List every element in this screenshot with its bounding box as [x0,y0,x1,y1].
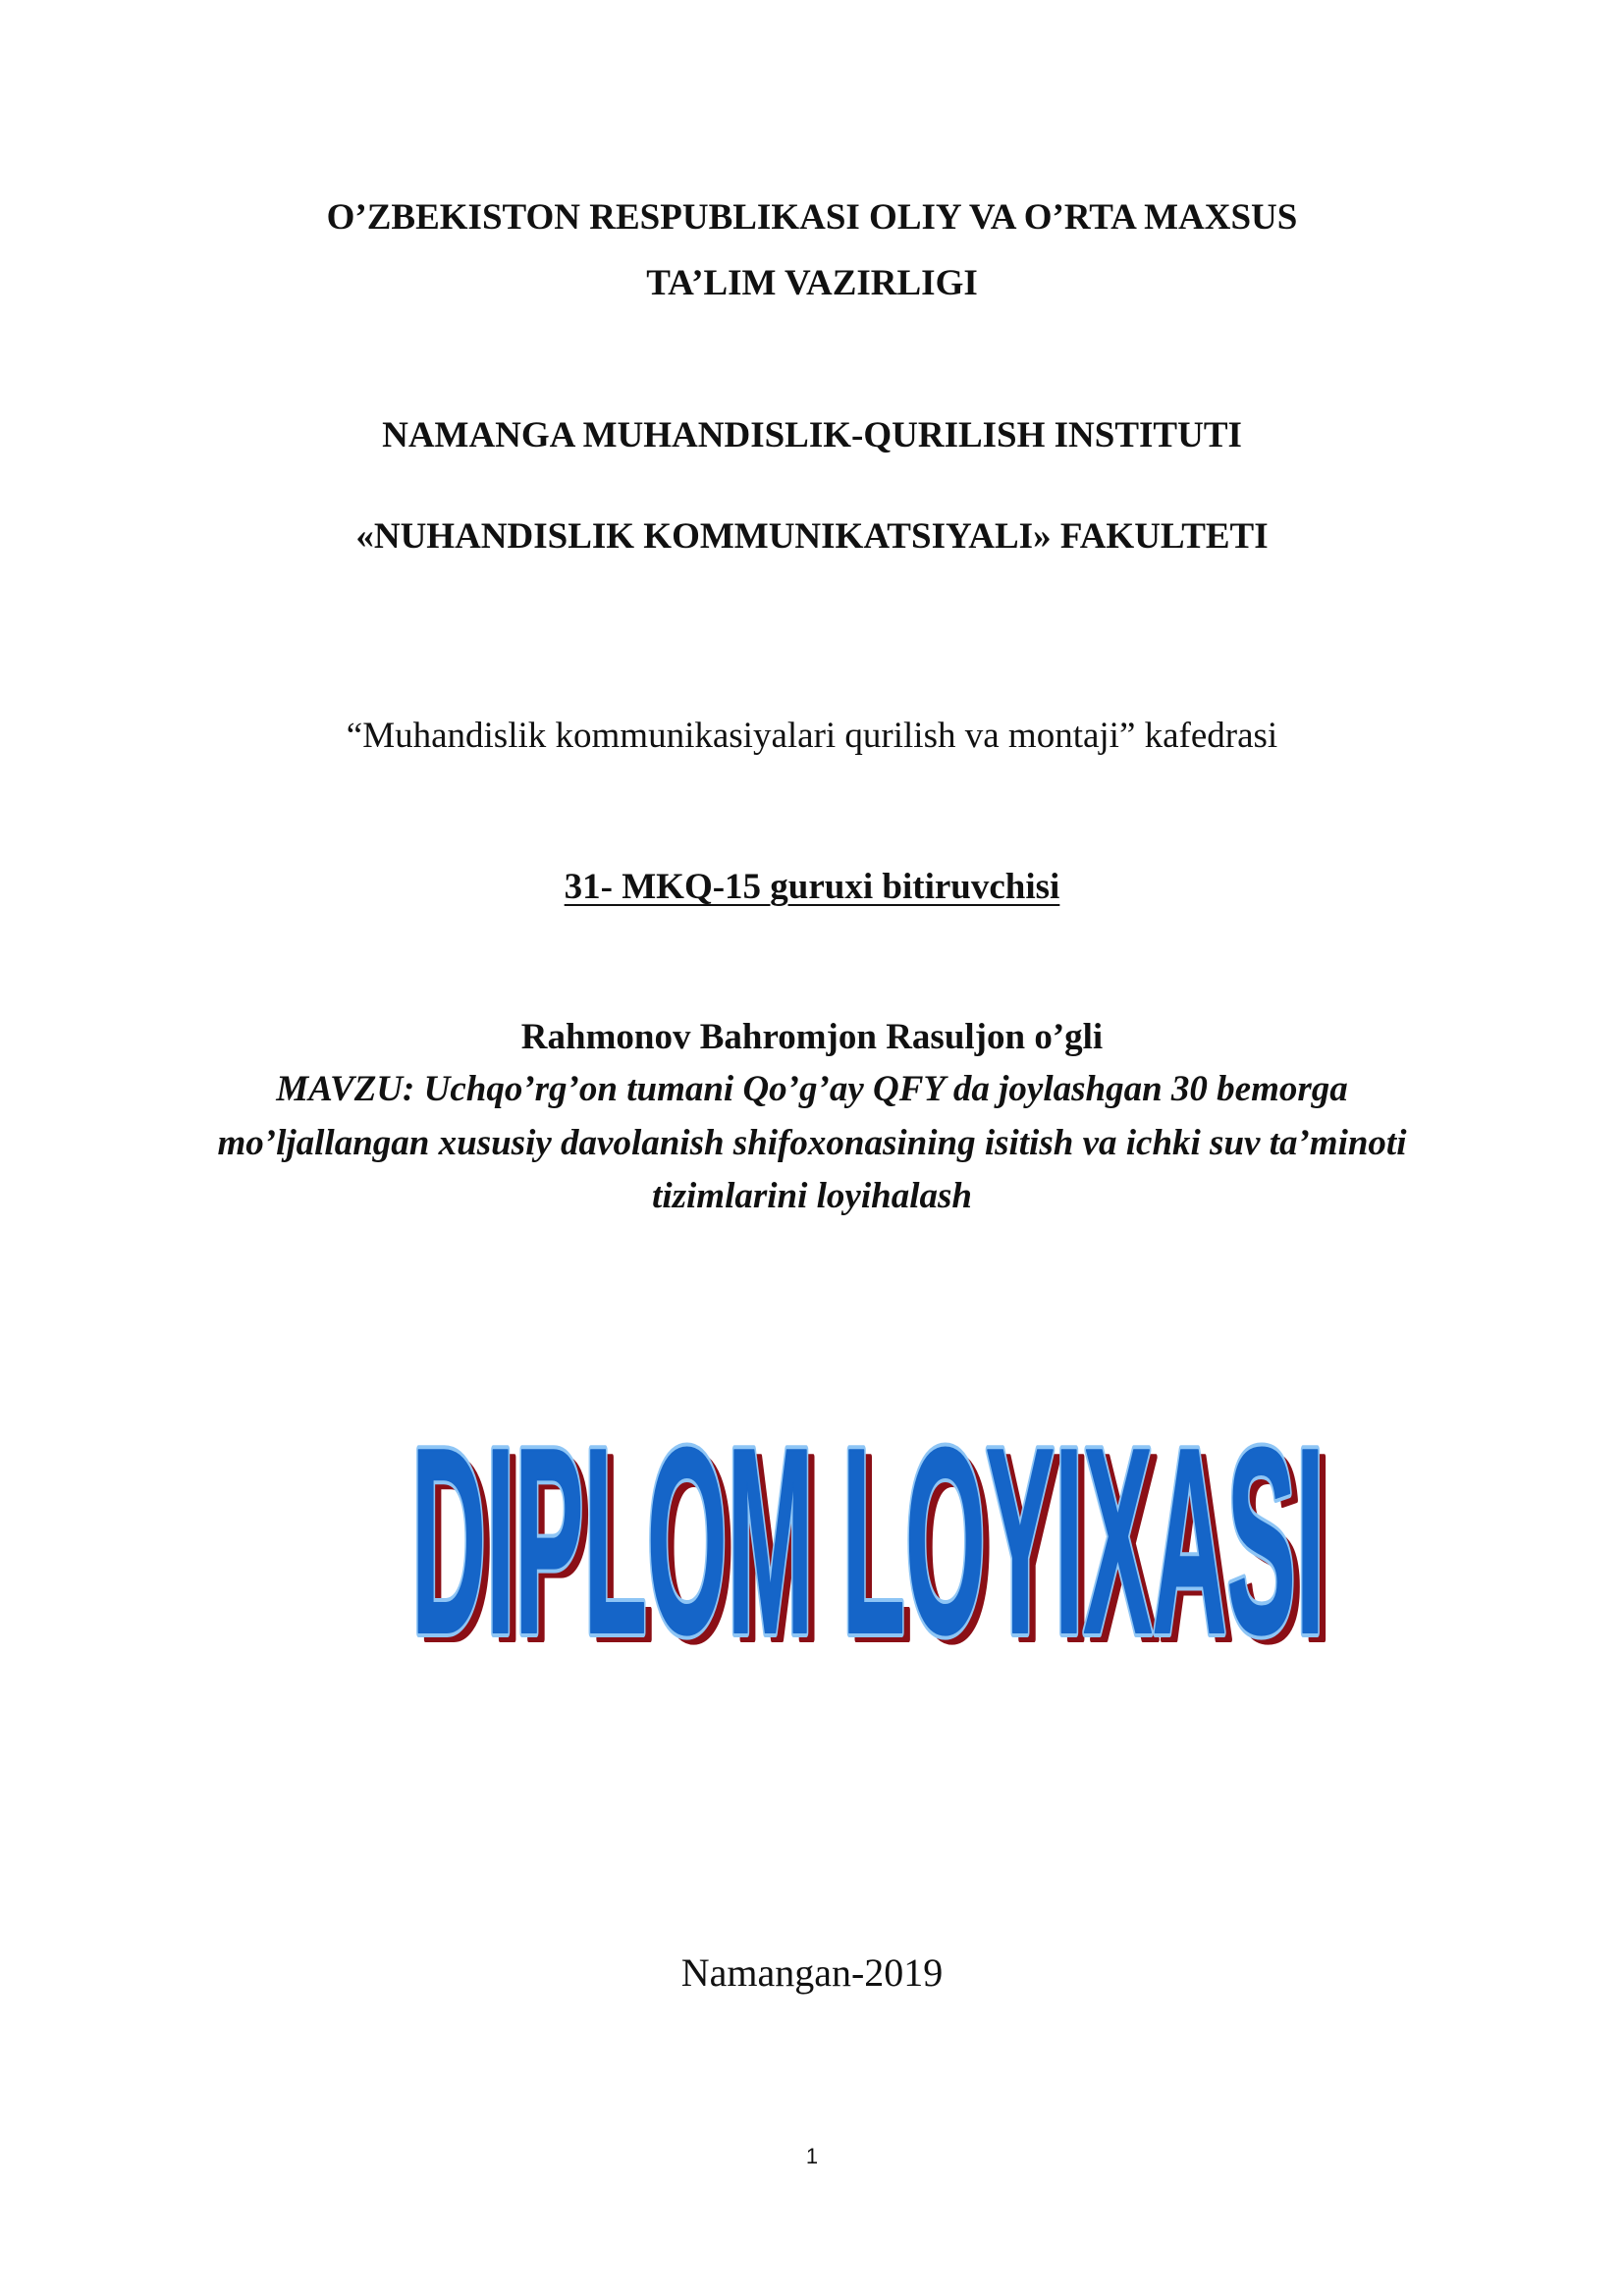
wordart-shadow: DIPLOM LOYIXASI [418,1401,1331,1669]
wordart-outline: DIPLOM LOYIXASI [411,1394,1325,1669]
faculty-name: «NUHANDISLIK KOMMUNIKATSIYALI» FAKULTETI [355,516,1269,557]
department-name: “Muhandislik kommunikasiyalari qurilish va montaji” kafedrasi [346,716,1278,756]
ministry-title-line-1: O’ZBEKISTON RESPUBLIKASI OLIY VA O’RTA MAXSUS [326,197,1298,238]
page-number: 1 [805,2144,819,2168]
topic-line-3: tizimlarini loyihalash [652,1176,972,1216]
group-label [0,869,1624,905]
group-label-text: 31- MKQ-15 guruxi bitiruvchisi [564,867,1060,907]
diplom-loyixasi-wordart [393,1355,1345,1669]
institute-name: NAMANGA MUHANDISLIK-QURILISH INSTITUTI [382,415,1242,455]
ministry-title-line-2: TA’LIM VAZIRLIGI [646,263,978,303]
city-and-year: Namangan-2019 [680,1950,944,1995]
topic-line-1: MAVZU: Uchqo’rg’on tumani Qo’g’ay QFY da joylashgan 30 bemorga [276,1069,1348,1109]
topic-line-2: mo’ljallangan xususiy davolanish shifoxonasining isitish va ichki suv ta’minoti [217,1123,1407,1163]
wordart-text: DIPLOM LOYIXASI [411,1394,1325,1669]
student-name: Rahmonov Bahromjon Rasuljon o’gli [520,1017,1104,1057]
